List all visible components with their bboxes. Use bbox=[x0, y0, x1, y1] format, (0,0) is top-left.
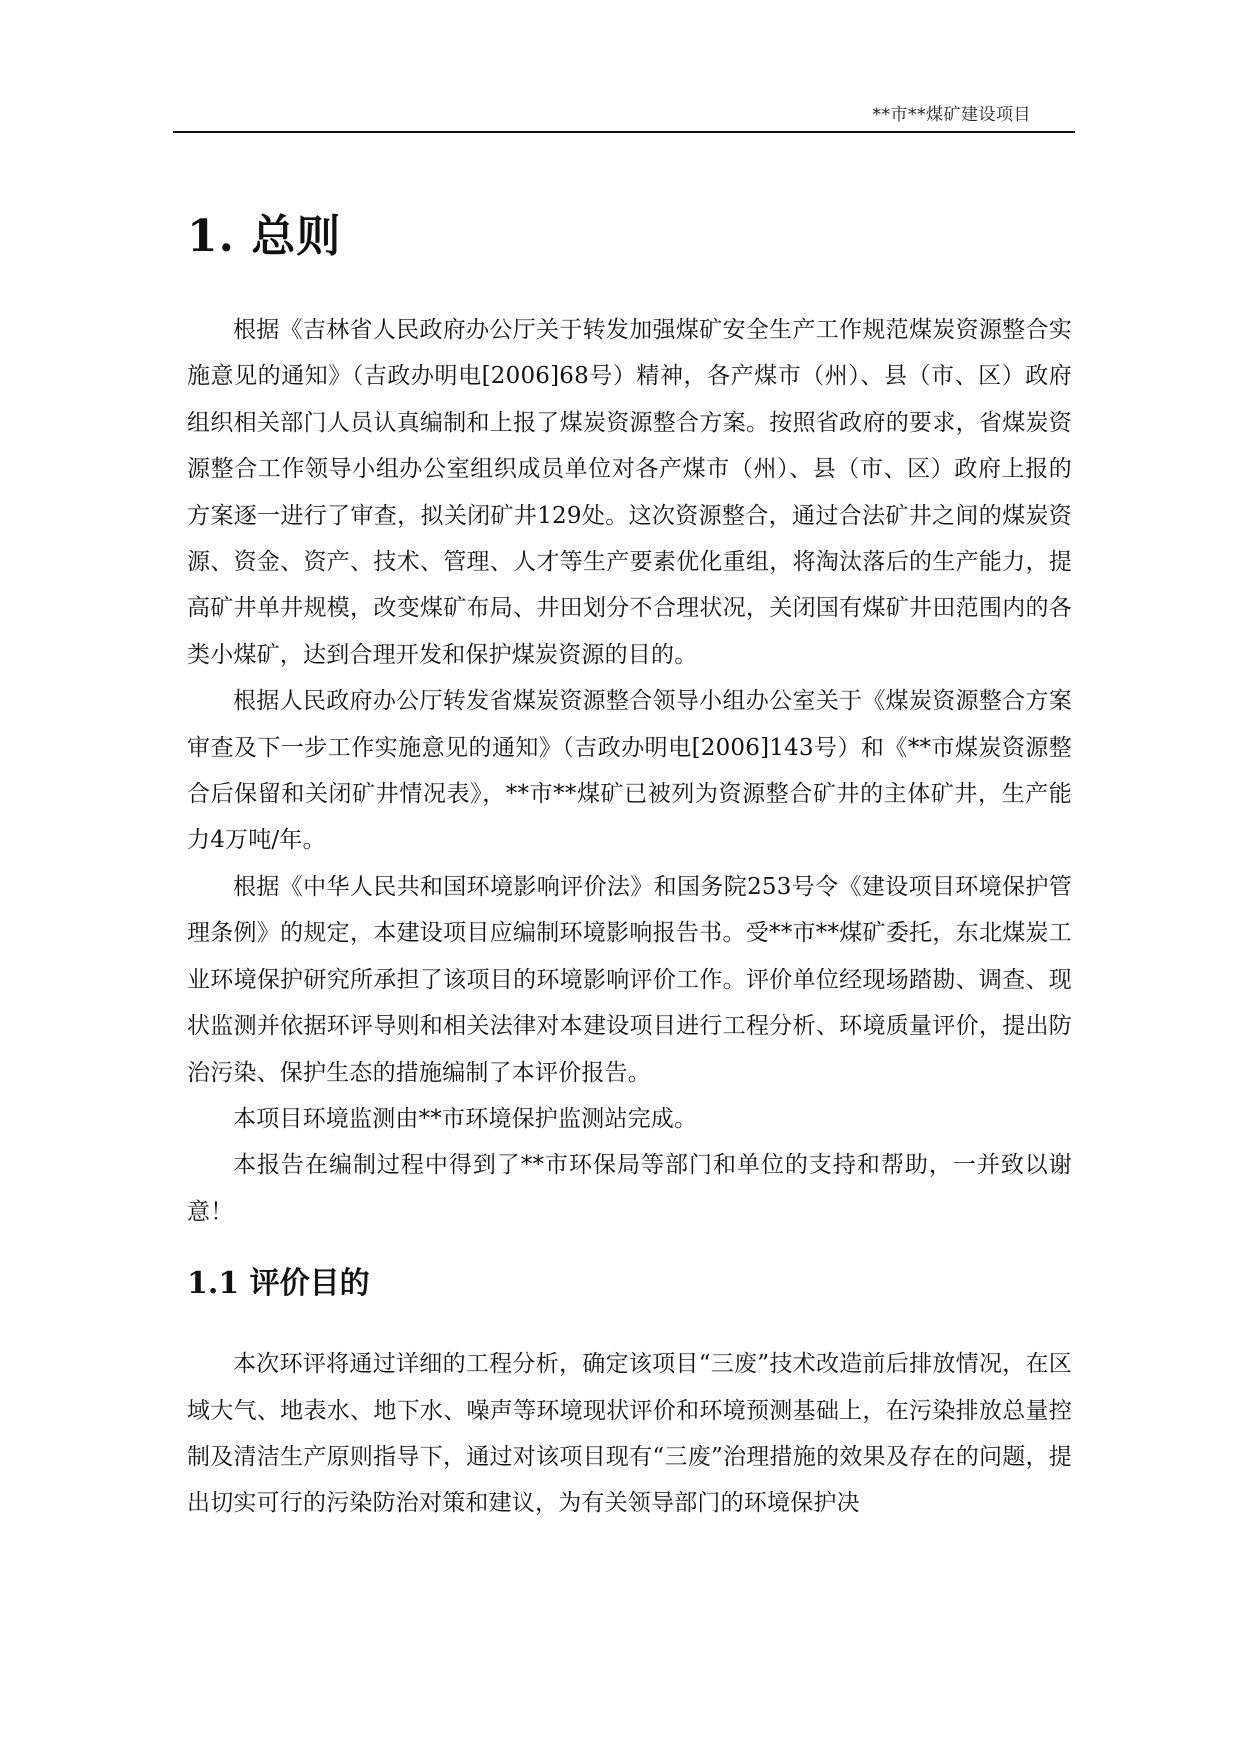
running-header: **市**煤矿建设项目 bbox=[872, 105, 1031, 125]
chapter-title: 1. 总则 bbox=[187, 211, 342, 262]
paragraph: 根据人民政府办公厅转发省煤炭资源整合领导小组办公室关于《煤炭资源整合方案审查及下一步工作实施意见的通知》（吉政办明电[2006]143号）和《**市煤炭资源整合后保留和关闭矿井情况表》，**市**煤矿已被列为资源整合矿井的主体矿井，生产能力4万吨/年。 bbox=[187, 688, 1072, 854]
paragraph: 根据《中华人民共和国环境影响评价法》和国务院253号令《建设项目环境保护管理条例》的规定，本建设项目应编制环境影响报告书。受**市**煤矿委托，东北煤炭工业环境保护研究所承担了该项目的环境影响评价工作。评价单位经现场踏勘、调查、现状监测并依据环评导则和相关法律对本建设项目进行工程分析、环境质量评价，提出防治污染、保护生态的措施编制了本评价报告。 bbox=[187, 873, 1072, 1086]
paragraph: 本项目环境监测由**市环境保护监测站完成。 bbox=[233, 1105, 698, 1132]
paragraph: 根据《吉林省人民政府办公厅关于转发加强煤矿安全生产工作规范煤炭资源整合实施意见的通知》（吉政办明电[2006]68号）精神，各产煤市（州）、县（市、区）政府组织相关部门人员认真编制和上报了煤炭资源整合方案。按照省政府的要求，省煤炭资源整合工作领导小组办公室组织成员单位对各产煤市（州）、县（市、区）政府上报的方案逐一进行了审查，拟关闭矿井129处。这次资源整合，通过合法矿井之间的煤炭资源、资金、资产、技术、管理、人才等生产要素优化重组，将淘汰落后的生产能力，提高矿井单井规模，改变煤矿布局、井田划分不合理状况，关闭国有煤矿井田范围内的各类小煤矿，达到合理开发和保护煤炭资源的目的。 bbox=[187, 317, 1072, 668]
header-rule bbox=[173, 131, 1075, 133]
page-content bbox=[187, 205, 1072, 1527]
paragraph: 本报告在编制过程中得到了**市环保局等部门和单位的支持和帮助，一并致以谢意！ bbox=[187, 1152, 1072, 1225]
section-title: 1.1 评价目的 bbox=[187, 1266, 370, 1302]
paragraph: 本次环评将通过详细的工程分析，确定该项目“三废”技术改造前后排放情况，在区域大气、地表水、地下水、噪声等环境现状评价和环境预测基础上，在污染排放总量控制及清洁生产原则指导下，通过对该项目现有“三废”治理措施的效果及存在的问题，提出切实可行的污染防治对策和建议，为有关领导部门的环境保护决 bbox=[187, 1351, 1072, 1517]
